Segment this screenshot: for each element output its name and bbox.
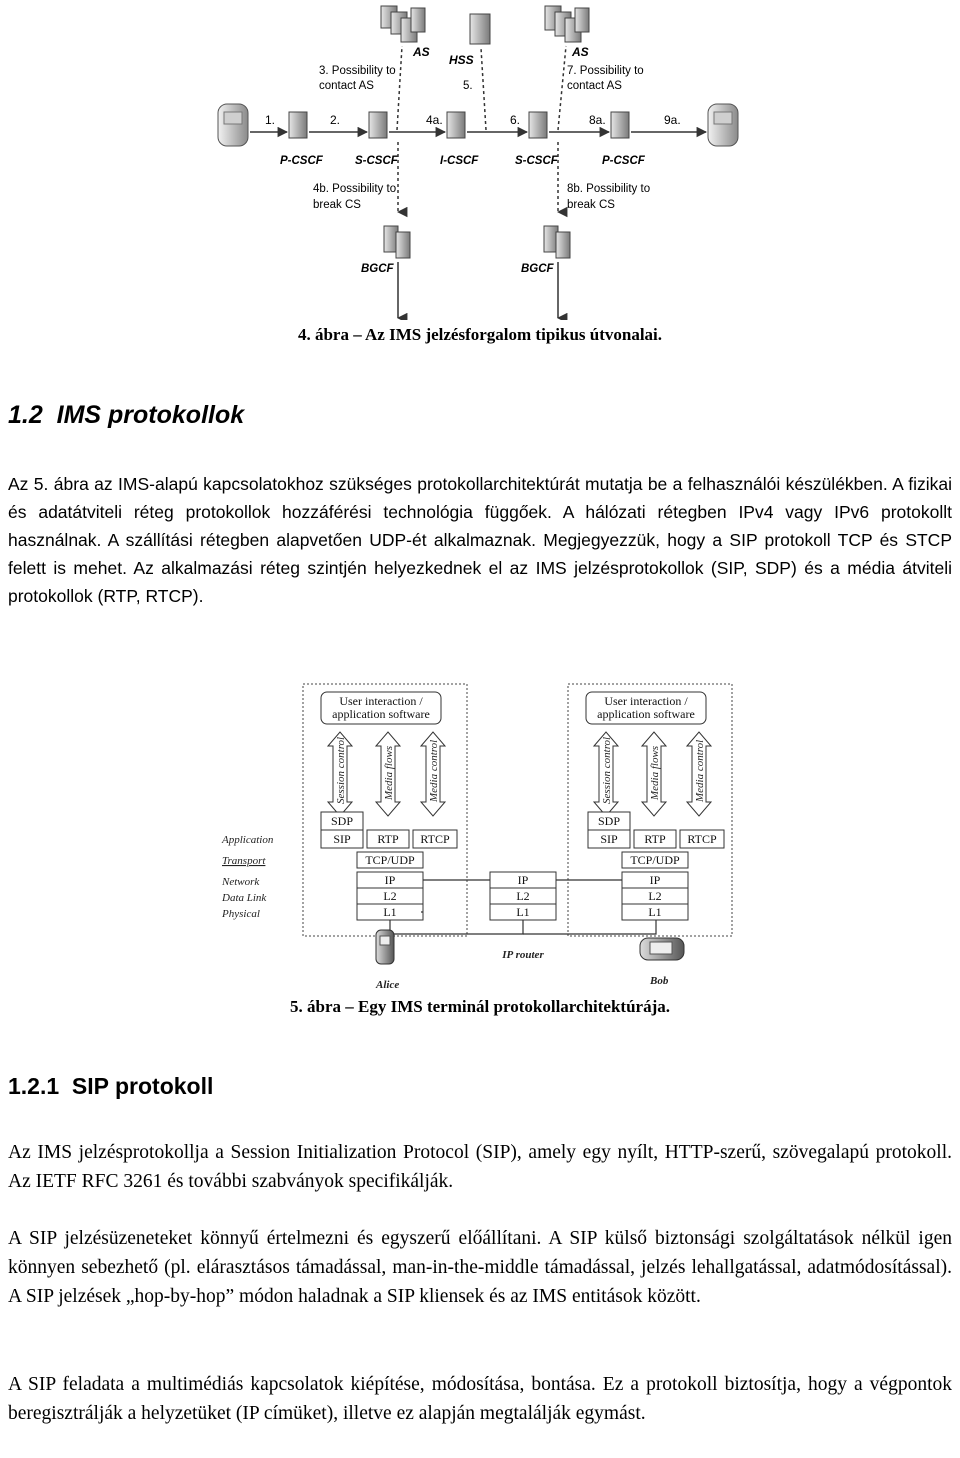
step-4b-line1: 4b. Possibility to bbox=[313, 183, 397, 195]
step-8b-line2: break CS bbox=[567, 199, 615, 211]
pcscf-right-label: P-CSCF bbox=[602, 155, 645, 167]
hss-server-icon bbox=[470, 14, 490, 44]
bob-ui-line1: User interaction / bbox=[604, 694, 688, 708]
bob-ip: IP bbox=[649, 873, 661, 887]
section-1-2-paragraph: Az 5. ábra az IMS-alapú kapcsolatokhoz szükséges protokollarchitektúrát mutatja be a felhasználói készülékben. A fizikai és adatátviteli réteg protokollok hozzáférési technológia függőek. A hálózati rétegben IPv4 vagy IPv6 protokollt használnak. A szállítási rétegben alapvetően UDP-ét alkalmaznak. Megjegyezzük, hogy a SIP protokoll TCP és STCP felett is mehet. Az alkalmazási réteg szintjén helyezkednek el az IMS jelzésprotokollok (SIP, SDP) és a média átviteli protokollok (RTP, RTCP). bbox=[8, 474, 952, 606]
bgcf-left-server-icon bbox=[384, 226, 410, 258]
phone-left-icon bbox=[218, 104, 248, 146]
bob-arrow-media-flows: Media flows bbox=[649, 745, 661, 800]
step-6-label: 6. bbox=[510, 113, 521, 127]
bob-l2: L2 bbox=[648, 889, 662, 903]
sip-paragraph-2: A SIP jelzésüzeneteket könnyű értelmezni és egyszerű előállítani. A SIP külső biztonsági szolgáltatások nélkül igen könnyen sebezhető (pl. elárasztásos támadással, man-in-the-middle támadással, jelzés lehallgatással, adatmódosítással). A SIP jelzések „hop-by-hop” módon haladnak a SIP kliensek és az IMS entitások között. bbox=[8, 1228, 952, 1307]
router-l2: L2 bbox=[516, 889, 530, 903]
bob-sdp: SDP bbox=[597, 814, 621, 828]
step-3-line2: contact AS bbox=[319, 80, 374, 92]
layer-network: Network bbox=[222, 876, 260, 888]
hss-label: HSS bbox=[449, 53, 474, 67]
phone-right-icon bbox=[708, 104, 738, 146]
alice-rtp: RTP bbox=[377, 832, 399, 846]
alice-arrow-media-control: Media control bbox=[428, 739, 440, 802]
alice-ip: IP bbox=[384, 873, 396, 887]
bob-arrow-media-control: Media control bbox=[694, 739, 706, 802]
icscf-label: I-CSCF bbox=[440, 155, 479, 167]
bgcf-right-server-icon bbox=[544, 226, 570, 258]
as-left-label: AS bbox=[413, 45, 430, 59]
router-stack bbox=[490, 872, 556, 961]
bob-tcpudp: TCP/UDP bbox=[630, 853, 680, 867]
step-5-label: 5. bbox=[463, 80, 473, 92]
figure-4-ims-signalling-diagram bbox=[200, 0, 760, 320]
router-label: IP router bbox=[502, 949, 544, 961]
figure-5-caption: 5. ábra – Egy IMS terminál protokollarchitektúrája. bbox=[290, 997, 670, 1016]
alice-sdp: SDP bbox=[330, 814, 354, 828]
layer-application: Application bbox=[222, 834, 274, 846]
router-ip: IP bbox=[517, 873, 529, 887]
sip-paragraph-1: Az IMS jelzésprotokollja a Session Initialization Protocol (SIP), amely egy nyílt, HTTP-szerű, szövegalapú protokoll. Az IETF RFC 3261 és további szabványok specifikálják. bbox=[8, 1142, 952, 1192]
bgcf-left-label: BGCF bbox=[361, 263, 394, 275]
scscf-right-label: S-CSCF bbox=[515, 155, 558, 167]
bob-stack bbox=[586, 692, 724, 920]
bob-rtcp: RTCP bbox=[687, 832, 717, 846]
step-1-label: 1. bbox=[265, 113, 276, 127]
bgcf-connectors bbox=[398, 142, 558, 318]
bob-rtp: RTP bbox=[644, 832, 666, 846]
bob-sip: SIP bbox=[600, 832, 618, 846]
router-l1: L1 bbox=[516, 905, 530, 919]
section-1-2-heading: 1.2 IMS protokollok bbox=[8, 401, 245, 429]
alice-sip: SIP bbox=[333, 832, 351, 846]
alice-phone-icon bbox=[376, 930, 394, 964]
alice-rtcp: RTCP bbox=[420, 832, 450, 846]
alice-ui-line1: User interaction / bbox=[339, 694, 423, 708]
step-7-line1: 7. Possibility to bbox=[567, 65, 644, 77]
layer-transport: Transport bbox=[222, 855, 266, 867]
step-4b-line2: break CS bbox=[313, 199, 361, 211]
alice-stack bbox=[321, 692, 457, 920]
as-right-label: AS bbox=[572, 45, 589, 59]
step-2-label: 2. bbox=[330, 113, 341, 127]
step-3-line1: 3. Possibility to bbox=[319, 65, 396, 77]
step-9a-label: 9a. bbox=[664, 113, 681, 127]
step-8a-label: 8a. bbox=[589, 113, 606, 127]
alice-l2: L2 bbox=[383, 889, 397, 903]
scscf-left-label: S-CSCF bbox=[355, 155, 398, 167]
bob-l1: L1 bbox=[648, 905, 662, 919]
alice-arrow-session-control: Session control bbox=[335, 736, 347, 804]
layer-data-link: Data Link bbox=[222, 892, 267, 904]
layer-physical: Physical bbox=[222, 908, 260, 920]
step-4a-label: 4a. bbox=[426, 113, 443, 127]
figure-4-caption: 4. ábra – Az IMS jelzésforgalom tipikus útvonalai. bbox=[297, 325, 663, 344]
bob-ui-line2: application software bbox=[597, 707, 695, 721]
step-8b-line1: 8b. Possibility to bbox=[567, 183, 651, 195]
bob-label: Bob bbox=[650, 975, 669, 987]
bob-device-icon bbox=[640, 938, 684, 960]
bgcf-right-label: BGCF bbox=[521, 263, 554, 275]
alice-arrow-media-flows: Media flows bbox=[383, 745, 395, 800]
alice-l1: L1 bbox=[383, 905, 397, 919]
step-7-line2: contact AS bbox=[567, 80, 622, 92]
section-1-2-1-heading: 1.2.1 SIP protokoll bbox=[8, 1073, 214, 1099]
alice-label: Alice bbox=[376, 979, 400, 991]
alice-ui-line2: application software bbox=[332, 707, 430, 721]
sip-paragraph-3: A SIP feladata a multimédiás kapcsolatok kiépítése, módosítása, bontása. Ez a protokoll biztosítja, hogy a végpontok beregisztrálják a helyzetüket (IP címüket), illetve ez alapján megtalálják egymást. bbox=[8, 1374, 952, 1424]
layer-labels bbox=[221, 834, 274, 920]
as-right-server-icon bbox=[545, 6, 589, 42]
as-left-server-icon bbox=[381, 6, 425, 42]
alice-tcpudp: TCP/UDP bbox=[365, 853, 415, 867]
pcscf-left-label: P-CSCF bbox=[280, 155, 323, 167]
bob-arrow-session-control: Session control bbox=[601, 736, 613, 804]
figure-5-protocol-architecture bbox=[215, 678, 760, 994]
